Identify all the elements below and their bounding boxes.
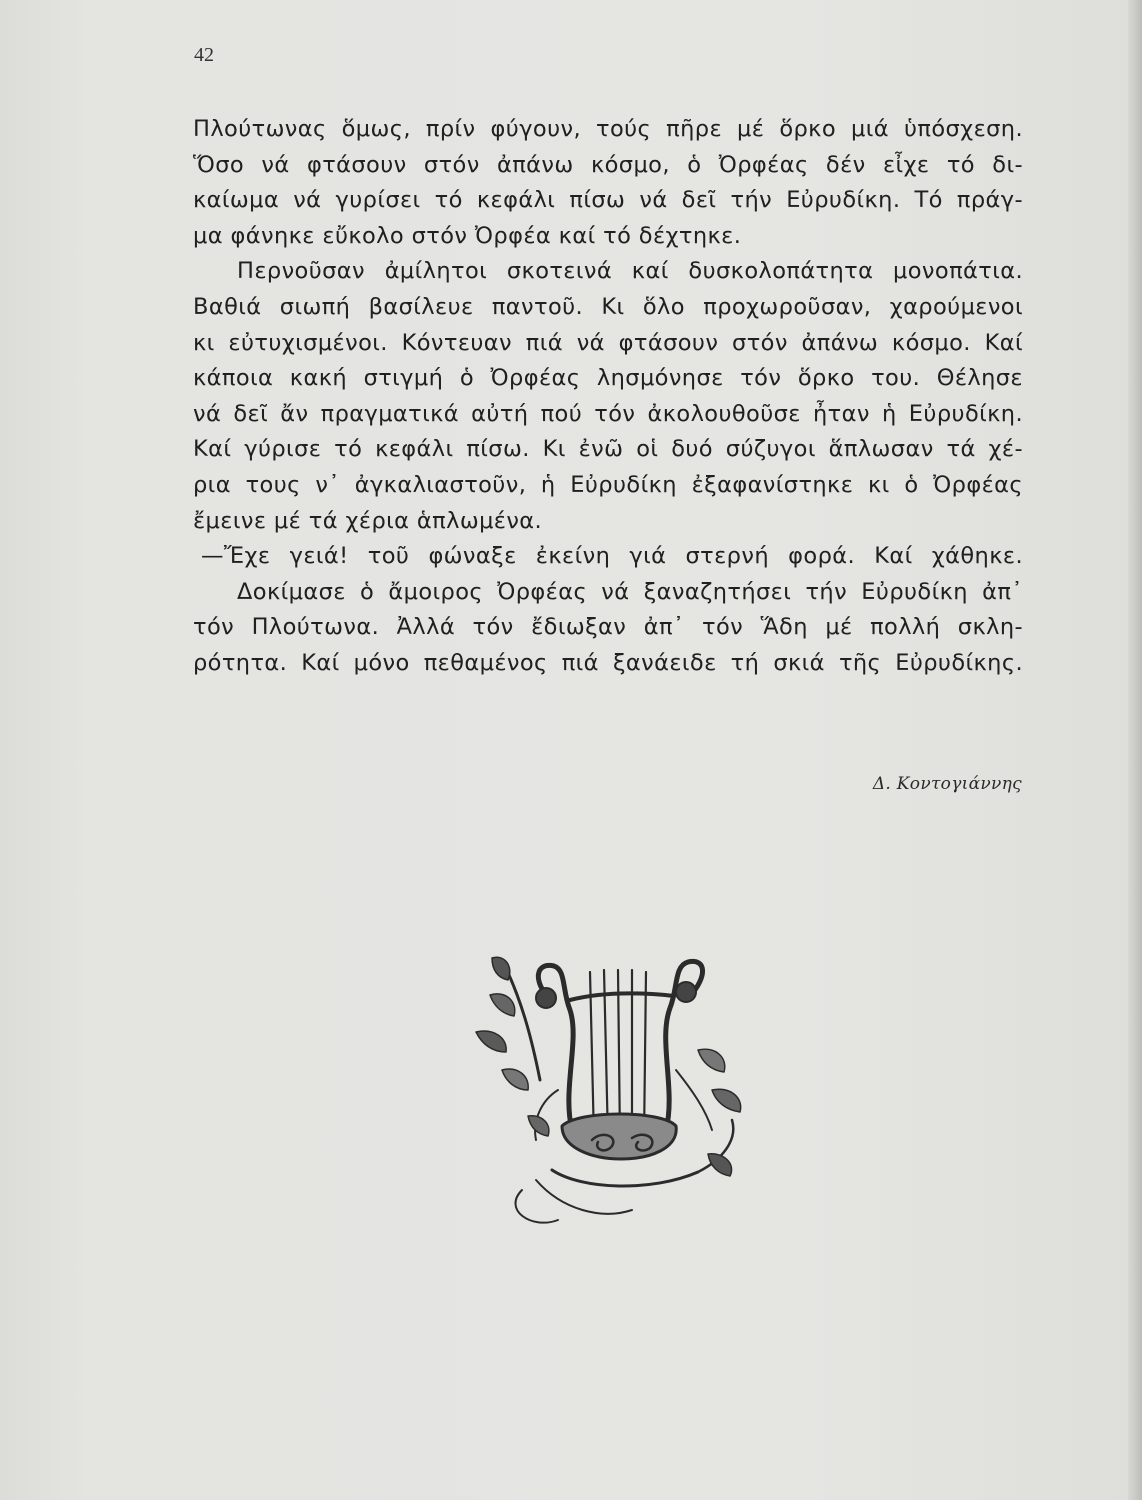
text-line: τόν Πλούτωνα. Ἀλλά τόν ἔδιωξαν ἀπ᾿ τόν Ἅδη μέ πολλή σκλη- bbox=[193, 614, 1023, 641]
text-line: ρια τους ν᾿ ἀγκαλιαστοῦν, ἡ Εὐρυδίκη ἐξαφανίστηκε κι ὁ Ὀρφέας bbox=[193, 471, 1023, 498]
page-edge bbox=[1128, 0, 1142, 1500]
text-line: καίωμα νά γυρίσει τό κεφάλι πίσω νά δεῖ τήν Εὐρυδίκη. Τό πράγ- bbox=[193, 187, 1023, 214]
lyre-ornament-icon bbox=[462, 940, 782, 1240]
text-line: νά δεῖ ἄν πραγματικά αὐτή πού τόν ἀκολουθοῦσε ἦταν ἡ Εὐρυδίκη. bbox=[193, 400, 1023, 427]
text-line: Πλούτωνας ὅμως, πρίν φύγουν, τούς πῆρε μέ ὅρκο μιά ὑπόσχεση. bbox=[193, 116, 1023, 142]
text-line: Περνοῦσαν ἀμίλητοι σκοτεινά καί δυσκολοπάτητα μονοπάτια. bbox=[237, 258, 1023, 285]
text-line: κι εὐτυχισμένοι. Κόντευαν πιά νά φτάσουν στόν ἀπάνω κόσμο. Καί bbox=[193, 329, 1023, 356]
text-line: Δοκίμασε ὁ ἄμοιρος Ὀρφέας νά ξαναζητήσει τήν Εὐρυδίκη ἀπ᾿ bbox=[237, 578, 1023, 605]
text-line: κάποια κακή στιγμή ὁ Ὀρφέας λησμόνησε τόν ὅρκο του. Θέλησε bbox=[193, 365, 1023, 392]
text-line: μα φάνηκε εὔκολο στόν Ὀρφέα καί τό δέχτηκε. bbox=[193, 222, 742, 249]
text-line: ἔμεινε μέ τά χέρια ἁπλωμένα. bbox=[193, 507, 543, 534]
text-line: —Ἔχε γειά! τοῦ φώναξε ἐκείνη γιά στερνή φορά. Καί χάθηκε. bbox=[201, 543, 1023, 570]
author-signature: Δ. Κοντογιάννης bbox=[872, 774, 1022, 794]
text-line: Ὅσο νά φτάσουν στόν ἀπάνω κόσμο, ὁ Ὀρφέας δέν εἶχε τό δι- bbox=[193, 151, 1023, 178]
text-line: Καί γύρισε τό κεφάλι πίσω. Κι ἐνῶ οἱ δυό σύζυγοι ἅπλωσαν τά χέ- bbox=[193, 436, 1023, 463]
text-line: Βαθιά σιωπή βασίλευε παντοῦ. Κι ὅλο προχωροῦσαν, χαρούμενοι bbox=[193, 293, 1023, 320]
text-line: ρότητα. Καί μόνο πεθαμένος πιά ξανάειδε τή σκιά τῆς Εὐρυδίκης. bbox=[193, 649, 1023, 676]
page-number: 42 bbox=[194, 44, 214, 66]
body-text bbox=[193, 112, 1023, 682]
